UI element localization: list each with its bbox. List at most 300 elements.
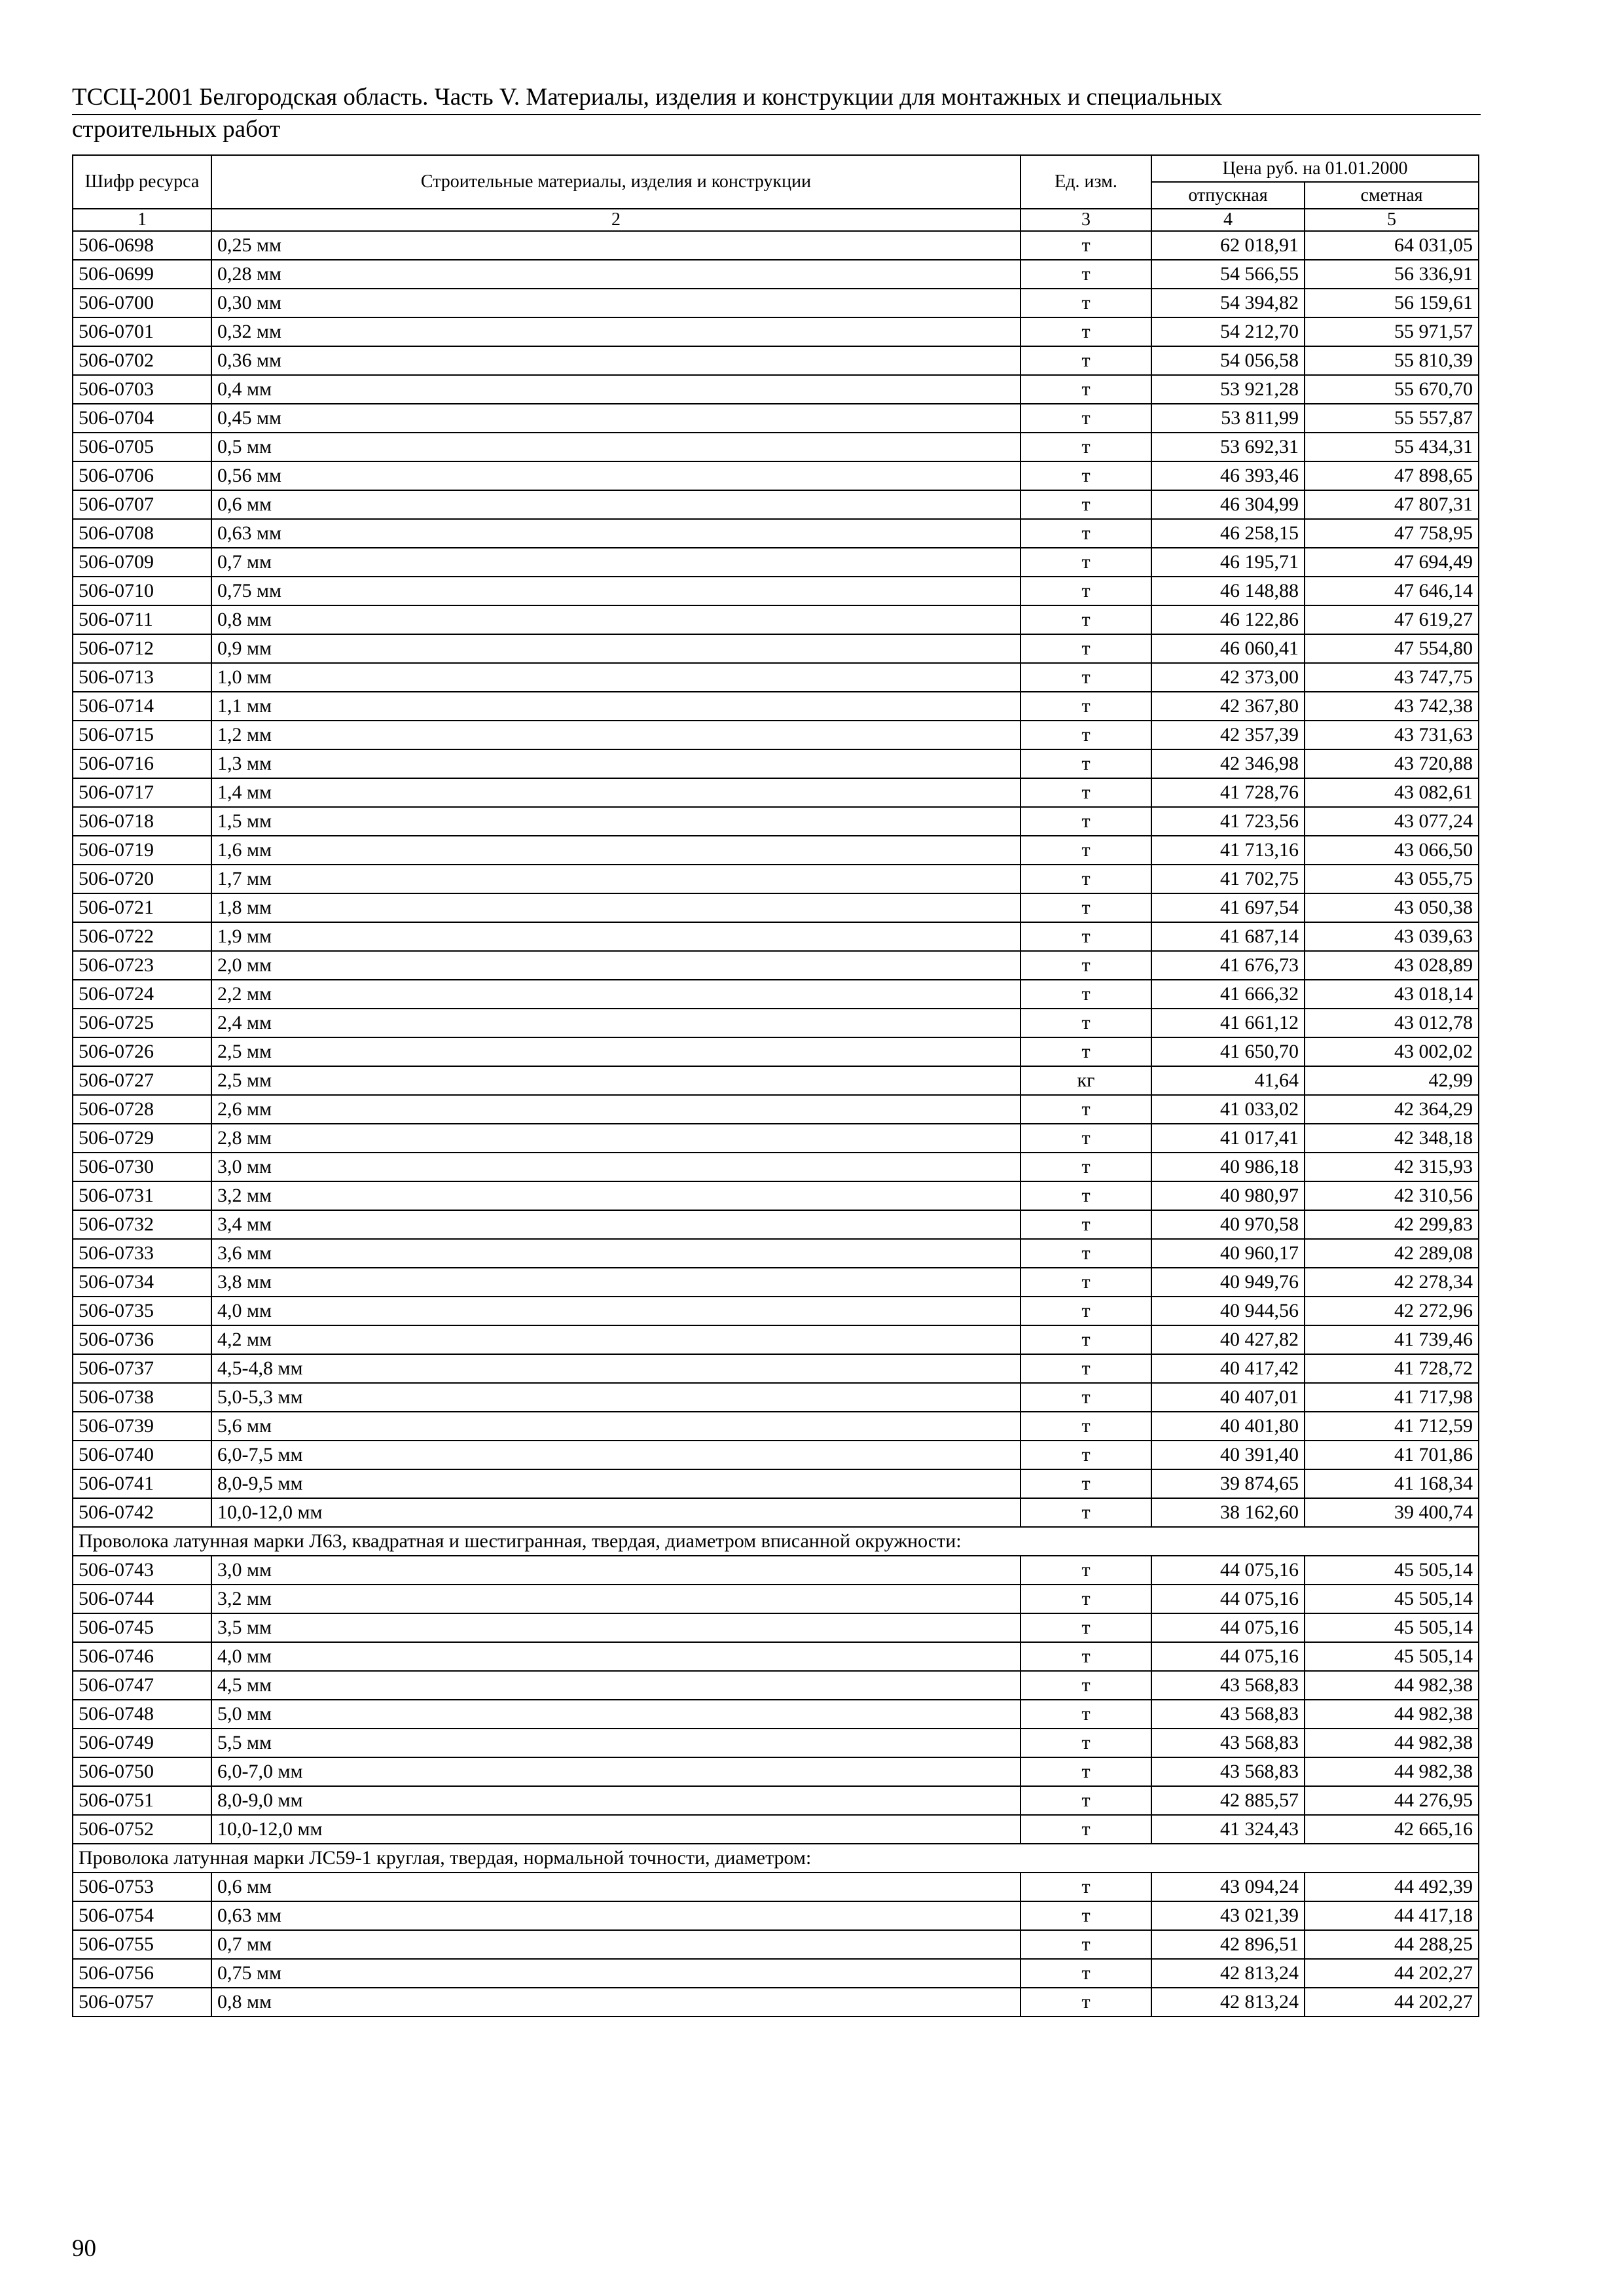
unit-cell: т (1020, 1988, 1151, 2017)
estimate-price-cell: 44 202,27 (1305, 1988, 1479, 2017)
material-name-cell: 5,0-5,3 мм (211, 1383, 1020, 1412)
material-name-cell: 2,8 мм (211, 1124, 1020, 1153)
material-name-cell: 0,75 мм (211, 577, 1020, 605)
estimate-price-cell: 44 982,38 (1305, 1700, 1479, 1729)
estimate-price-cell: 43 066,50 (1305, 836, 1479, 865)
material-name-cell: 4,0 мм (211, 1297, 1020, 1325)
table-row (73, 490, 1479, 519)
unit-cell: т (1020, 721, 1151, 749)
unit-cell: т (1020, 1153, 1151, 1181)
release-price-cell: 40 407,01 (1151, 1383, 1305, 1412)
release-price-cell: 46 148,88 (1151, 577, 1305, 605)
material-name-cell: 0,9 мм (211, 634, 1020, 663)
estimate-price-cell: 43 018,14 (1305, 980, 1479, 1009)
estimate-price-cell: 47 646,14 (1305, 577, 1479, 605)
unit-cell: т (1020, 663, 1151, 692)
material-name-cell: 3,6 мм (211, 1239, 1020, 1268)
column-number: 4 (1151, 209, 1305, 231)
release-price-cell: 41 713,16 (1151, 836, 1305, 865)
estimate-price-cell: 44 982,38 (1305, 1671, 1479, 1700)
release-price-cell: 62 018,91 (1151, 231, 1305, 260)
table-row (73, 1181, 1479, 1210)
release-price-cell: 41 697,54 (1151, 893, 1305, 922)
estimate-price-cell: 44 202,27 (1305, 1959, 1479, 1988)
resource-code-cell: 506-0701 (73, 317, 211, 346)
page-number: 90 (72, 2235, 96, 2262)
unit-cell: т (1020, 893, 1151, 922)
section-title: Проволока латунная марки ЛС59-1 круглая, твердая, нормальной точности, диаметром: (73, 1844, 1479, 1873)
release-price-cell: 43 568,83 (1151, 1757, 1305, 1786)
unit-cell: т (1020, 980, 1151, 1009)
release-price-cell: 40 986,18 (1151, 1153, 1305, 1181)
material-name-cell: 1,6 мм (211, 836, 1020, 865)
release-price-cell: 41 702,75 (1151, 865, 1305, 893)
column-number: 5 (1305, 209, 1479, 231)
unit-cell: т (1020, 1786, 1151, 1815)
material-name-cell: 6,0-7,0 мм (211, 1757, 1020, 1786)
material-name-cell: 0,7 мм (211, 548, 1020, 577)
estimate-price-cell: 44 982,38 (1305, 1757, 1479, 1786)
estimate-price-cell: 42 364,29 (1305, 1095, 1479, 1124)
material-name-cell: 0,4 мм (211, 375, 1020, 404)
release-price-cell: 40 980,97 (1151, 1181, 1305, 1210)
release-price-cell: 40 960,17 (1151, 1239, 1305, 1268)
estimate-price-cell: 43 077,24 (1305, 807, 1479, 836)
unit-cell: т (1020, 1325, 1151, 1354)
table-row (73, 778, 1479, 807)
release-price-cell: 44 075,16 (1151, 1585, 1305, 1613)
release-price-cell: 46 393,46 (1151, 461, 1305, 490)
estimate-price-cell: 42 272,96 (1305, 1297, 1479, 1325)
estimate-price-cell: 44 982,38 (1305, 1729, 1479, 1757)
release-price-cell: 46 060,41 (1151, 634, 1305, 663)
table-body (73, 231, 1479, 2017)
column-number: 3 (1020, 209, 1151, 231)
resource-code-cell: 506-0737 (73, 1354, 211, 1383)
table-row (73, 577, 1479, 605)
col-header-release: отпускная (1151, 182, 1305, 209)
estimate-price-cell: 39 400,74 (1305, 1498, 1479, 1527)
table-row (73, 1700, 1479, 1729)
material-name-cell: 5,0 мм (211, 1700, 1020, 1729)
release-price-cell: 43 568,83 (1151, 1671, 1305, 1700)
unit-cell: т (1020, 836, 1151, 865)
col-header-estimate: сметная (1305, 182, 1479, 209)
material-name-cell: 1,0 мм (211, 663, 1020, 692)
estimate-price-cell: 55 810,39 (1305, 346, 1479, 375)
section-header-row (73, 1527, 1479, 1556)
unit-cell: т (1020, 1037, 1151, 1066)
release-price-cell: 38 162,60 (1151, 1498, 1305, 1527)
estimate-price-cell: 43 039,63 (1305, 922, 1479, 951)
table-row (73, 1037, 1479, 1066)
release-price-cell: 44 075,16 (1151, 1642, 1305, 1671)
resource-code-cell: 506-0698 (73, 231, 211, 260)
estimate-price-cell: 64 031,05 (1305, 231, 1479, 260)
estimate-price-cell: 55 670,70 (1305, 375, 1479, 404)
material-name-cell: 2,0 мм (211, 951, 1020, 980)
estimate-price-cell: 45 505,14 (1305, 1556, 1479, 1585)
estimate-price-cell: 55 434,31 (1305, 433, 1479, 461)
table-row (73, 1613, 1479, 1642)
release-price-cell: 42 896,51 (1151, 1930, 1305, 1959)
resource-code-cell: 506-0755 (73, 1930, 211, 1959)
resource-code-cell: 506-0750 (73, 1757, 211, 1786)
estimate-price-cell: 41 712,59 (1305, 1412, 1479, 1441)
resource-code-cell: 506-0706 (73, 461, 211, 490)
resource-code-cell: 506-0721 (73, 893, 211, 922)
resource-code-cell: 506-0719 (73, 836, 211, 865)
table-row (73, 1124, 1479, 1153)
resource-code-cell: 506-0751 (73, 1786, 211, 1815)
unit-cell: т (1020, 1354, 1151, 1383)
resource-code-cell: 506-0702 (73, 346, 211, 375)
release-price-cell: 43 021,39 (1151, 1901, 1305, 1930)
material-name-cell: 3,5 мм (211, 1613, 1020, 1642)
release-price-cell: 40 970,58 (1151, 1210, 1305, 1239)
resource-code-cell: 506-0727 (73, 1066, 211, 1095)
table-row (73, 836, 1479, 865)
resource-code-cell: 506-0712 (73, 634, 211, 663)
material-name-cell: 1,8 мм (211, 893, 1020, 922)
header-title-line2: строительных работ (72, 116, 281, 143)
table-row (73, 922, 1479, 951)
estimate-price-cell: 42,99 (1305, 1066, 1479, 1095)
table-row (73, 1325, 1479, 1354)
col-header-unit: Ед. изм. (1020, 155, 1151, 209)
release-price-cell: 41 723,56 (1151, 807, 1305, 836)
price-table (72, 154, 1479, 2017)
material-name-cell: 0,45 мм (211, 404, 1020, 433)
resource-code-cell: 506-0757 (73, 1988, 211, 2017)
unit-cell: т (1020, 1268, 1151, 1297)
release-price-cell: 46 122,86 (1151, 605, 1305, 634)
header-title-line1: ТССЦ-2001 Белгородская область. Часть V. Материалы, изделия и конструкции для монтажных и специальных (72, 84, 1223, 111)
unit-cell: т (1020, 1441, 1151, 1469)
unit-cell: т (1020, 778, 1151, 807)
table-row (73, 1066, 1479, 1095)
table-row (73, 317, 1479, 346)
estimate-price-cell: 41 728,72 (1305, 1354, 1479, 1383)
estimate-price-cell: 42 315,93 (1305, 1153, 1479, 1181)
resource-code-cell: 506-0730 (73, 1153, 211, 1181)
col-header-code: Шифр ресурса (73, 155, 211, 209)
estimate-price-cell: 41 739,46 (1305, 1325, 1479, 1354)
resource-code-cell: 506-0748 (73, 1700, 211, 1729)
release-price-cell: 54 212,70 (1151, 317, 1305, 346)
estimate-price-cell: 42 665,16 (1305, 1815, 1479, 1844)
table-row (73, 1210, 1479, 1239)
estimate-price-cell: 55 557,87 (1305, 404, 1479, 433)
unit-cell: т (1020, 433, 1151, 461)
table-row (73, 1268, 1479, 1297)
unit-cell: т (1020, 404, 1151, 433)
resource-code-cell: 506-0754 (73, 1901, 211, 1930)
material-name-cell: 1,9 мм (211, 922, 1020, 951)
estimate-price-cell: 56 159,61 (1305, 289, 1479, 317)
unit-cell: кг (1020, 1066, 1151, 1095)
release-price-cell: 40 949,76 (1151, 1268, 1305, 1297)
resource-code-cell: 506-0722 (73, 922, 211, 951)
release-price-cell: 46 195,71 (1151, 548, 1305, 577)
table-row (73, 721, 1479, 749)
material-name-cell: 5,5 мм (211, 1729, 1020, 1757)
resource-code-cell: 506-0731 (73, 1181, 211, 1210)
estimate-price-cell: 45 505,14 (1305, 1585, 1479, 1613)
material-name-cell: 0,36 мм (211, 346, 1020, 375)
table-row (73, 1815, 1479, 1844)
material-name-cell: 4,5-4,8 мм (211, 1354, 1020, 1383)
release-price-cell: 46 258,15 (1151, 519, 1305, 548)
column-number: 2 (211, 209, 1020, 231)
resource-code-cell: 506-0703 (73, 375, 211, 404)
material-name-cell: 10,0-12,0 мм (211, 1498, 1020, 1527)
release-price-cell: 46 304,99 (1151, 490, 1305, 519)
material-name-cell: 3,8 мм (211, 1268, 1020, 1297)
resource-code-cell: 506-0707 (73, 490, 211, 519)
resource-code-cell: 506-0718 (73, 807, 211, 836)
estimate-price-cell: 42 310,56 (1305, 1181, 1479, 1210)
table-row (73, 519, 1479, 548)
unit-cell: т (1020, 231, 1151, 260)
material-name-cell: 0,28 мм (211, 260, 1020, 289)
material-name-cell: 1,5 мм (211, 807, 1020, 836)
release-price-cell: 42 367,80 (1151, 692, 1305, 721)
resource-code-cell: 506-0738 (73, 1383, 211, 1412)
unit-cell: т (1020, 490, 1151, 519)
table-row (73, 749, 1479, 778)
release-price-cell: 41 017,41 (1151, 1124, 1305, 1153)
estimate-price-cell: 43 742,38 (1305, 692, 1479, 721)
resource-code-cell: 506-0741 (73, 1469, 211, 1498)
estimate-price-cell: 43 028,89 (1305, 951, 1479, 980)
resource-code-cell: 506-0724 (73, 980, 211, 1009)
release-price-cell: 41 650,70 (1151, 1037, 1305, 1066)
estimate-price-cell: 43 720,88 (1305, 749, 1479, 778)
unit-cell: т (1020, 1901, 1151, 1930)
material-name-cell: 4,0 мм (211, 1642, 1020, 1671)
unit-cell: т (1020, 1469, 1151, 1498)
release-price-cell: 53 692,31 (1151, 433, 1305, 461)
release-price-cell: 41 033,02 (1151, 1095, 1305, 1124)
release-price-cell: 41 661,12 (1151, 1009, 1305, 1037)
resource-code-cell: 506-0739 (73, 1412, 211, 1441)
unit-cell: т (1020, 548, 1151, 577)
unit-cell: т (1020, 1095, 1151, 1124)
unit-cell: т (1020, 1585, 1151, 1613)
estimate-price-cell: 47 619,27 (1305, 605, 1479, 634)
table-row (73, 1441, 1479, 1469)
resource-code-cell: 506-0709 (73, 548, 211, 577)
unit-cell: т (1020, 749, 1151, 778)
section-header-row (73, 1844, 1479, 1873)
release-price-cell: 53 811,99 (1151, 404, 1305, 433)
material-name-cell: 1,3 мм (211, 749, 1020, 778)
unit-cell: т (1020, 634, 1151, 663)
resource-code-cell: 506-0729 (73, 1124, 211, 1153)
estimate-price-cell: 43 002,02 (1305, 1037, 1479, 1066)
release-price-cell: 39 874,65 (1151, 1469, 1305, 1498)
unit-cell: т (1020, 1757, 1151, 1786)
material-name-cell: 0,63 мм (211, 519, 1020, 548)
estimate-price-cell: 41 168,34 (1305, 1469, 1479, 1498)
material-name-cell: 0,63 мм (211, 1901, 1020, 1930)
material-name-cell: 8,0-9,0 мм (211, 1786, 1020, 1815)
resource-code-cell: 506-0705 (73, 433, 211, 461)
table-row (73, 231, 1479, 260)
unit-cell: т (1020, 1959, 1151, 1988)
unit-cell: т (1020, 289, 1151, 317)
release-price-cell: 42 346,98 (1151, 749, 1305, 778)
table-row (73, 605, 1479, 634)
table-row (73, 951, 1479, 980)
material-name-cell: 3,0 мм (211, 1556, 1020, 1585)
material-name-cell: 2,4 мм (211, 1009, 1020, 1037)
material-name-cell: 0,30 мм (211, 289, 1020, 317)
unit-cell: т (1020, 1210, 1151, 1239)
table-row (73, 404, 1479, 433)
table-row (73, 461, 1479, 490)
resource-code-cell: 506-0728 (73, 1095, 211, 1124)
unit-cell: т (1020, 1815, 1151, 1844)
table-row (73, 1556, 1479, 1585)
release-price-cell: 44 075,16 (1151, 1613, 1305, 1642)
release-price-cell: 40 391,40 (1151, 1441, 1305, 1469)
unit-cell: т (1020, 317, 1151, 346)
table-row (73, 1095, 1479, 1124)
material-name-cell: 0,8 мм (211, 605, 1020, 634)
material-name-cell: 2,6 мм (211, 1095, 1020, 1124)
release-price-cell: 40 401,80 (1151, 1412, 1305, 1441)
table-row (73, 1297, 1479, 1325)
resource-code-cell: 506-0723 (73, 951, 211, 980)
resource-code-cell: 506-0733 (73, 1239, 211, 1268)
estimate-price-cell: 43 012,78 (1305, 1009, 1479, 1037)
material-name-cell: 2,5 мм (211, 1066, 1020, 1095)
release-price-cell: 54 394,82 (1151, 289, 1305, 317)
material-name-cell: 8,0-9,5 мм (211, 1469, 1020, 1498)
table-row (73, 1671, 1479, 1700)
unit-cell: т (1020, 1181, 1151, 1210)
table-row (73, 1009, 1479, 1037)
material-name-cell: 2,5 мм (211, 1037, 1020, 1066)
unit-cell: т (1020, 1930, 1151, 1959)
table-row (73, 865, 1479, 893)
material-name-cell: 0,25 мм (211, 231, 1020, 260)
resource-code-cell: 506-0699 (73, 260, 211, 289)
release-price-cell: 40 417,42 (1151, 1354, 1305, 1383)
material-name-cell: 0,5 мм (211, 433, 1020, 461)
table-row (73, 692, 1479, 721)
material-name-cell: 0,32 мм (211, 317, 1020, 346)
resource-code-cell: 506-0700 (73, 289, 211, 317)
resource-code-cell: 506-0753 (73, 1873, 211, 1901)
unit-cell: т (1020, 577, 1151, 605)
estimate-price-cell: 44 276,95 (1305, 1786, 1479, 1815)
unit-cell: т (1020, 1873, 1151, 1901)
material-name-cell: 0,56 мм (211, 461, 1020, 490)
unit-cell: т (1020, 807, 1151, 836)
material-name-cell: 1,4 мм (211, 778, 1020, 807)
resource-code-cell: 506-0710 (73, 577, 211, 605)
table-row (73, 1383, 1479, 1412)
resource-code-cell: 506-0735 (73, 1297, 211, 1325)
table-row (73, 1959, 1479, 1988)
estimate-price-cell: 42 348,18 (1305, 1124, 1479, 1153)
release-price-cell: 53 921,28 (1151, 375, 1305, 404)
table-row (73, 433, 1479, 461)
unit-cell: т (1020, 1613, 1151, 1642)
estimate-price-cell: 43 082,61 (1305, 778, 1479, 807)
estimate-price-cell: 44 492,39 (1305, 1873, 1479, 1901)
estimate-price-cell: 55 971,57 (1305, 317, 1479, 346)
estimate-price-cell: 47 554,80 (1305, 634, 1479, 663)
resource-code-cell: 506-0732 (73, 1210, 211, 1239)
material-name-cell: 6,0-7,5 мм (211, 1441, 1020, 1469)
column-number: 1 (73, 209, 211, 231)
release-price-cell: 41 324,43 (1151, 1815, 1305, 1844)
release-price-cell: 41 666,32 (1151, 980, 1305, 1009)
release-price-cell: 42 813,24 (1151, 1959, 1305, 1988)
table-row (73, 1988, 1479, 2017)
resource-code-cell: 506-0714 (73, 692, 211, 721)
unit-cell: т (1020, 1700, 1151, 1729)
release-price-cell: 44 075,16 (1151, 1556, 1305, 1585)
release-price-cell: 42 813,24 (1151, 1988, 1305, 2017)
resource-code-cell: 506-0740 (73, 1441, 211, 1469)
table-row (73, 1642, 1479, 1671)
material-name-cell: 3,2 мм (211, 1585, 1020, 1613)
table-row (73, 1757, 1479, 1786)
estimate-price-cell: 47 758,95 (1305, 519, 1479, 548)
unit-cell: т (1020, 375, 1151, 404)
resource-code-cell: 506-0716 (73, 749, 211, 778)
unit-cell: т (1020, 1297, 1151, 1325)
table-row (73, 1930, 1479, 1959)
resource-code-cell: 506-0749 (73, 1729, 211, 1757)
table-row (73, 807, 1479, 836)
resource-code-cell: 506-0726 (73, 1037, 211, 1066)
resource-code-cell: 506-0756 (73, 1959, 211, 1988)
unit-cell: т (1020, 260, 1151, 289)
resource-code-cell: 506-0713 (73, 663, 211, 692)
estimate-price-cell: 42 278,34 (1305, 1268, 1479, 1297)
unit-cell: т (1020, 346, 1151, 375)
table-row (73, 1153, 1479, 1181)
material-name-cell: 0,6 мм (211, 1873, 1020, 1901)
material-name-cell: 1,1 мм (211, 692, 1020, 721)
estimate-price-cell: 56 336,91 (1305, 260, 1479, 289)
unit-cell: т (1020, 951, 1151, 980)
material-name-cell: 3,2 мм (211, 1181, 1020, 1210)
resource-code-cell: 506-0725 (73, 1009, 211, 1037)
table-row (73, 1469, 1479, 1498)
resource-code-cell: 506-0715 (73, 721, 211, 749)
release-price-cell: 40 944,56 (1151, 1297, 1305, 1325)
release-price-cell: 41,64 (1151, 1066, 1305, 1095)
material-name-cell: 4,5 мм (211, 1671, 1020, 1700)
release-price-cell: 41 687,14 (1151, 922, 1305, 951)
unit-cell: т (1020, 1498, 1151, 1527)
resource-code-cell: 506-0747 (73, 1671, 211, 1700)
table-row (73, 1873, 1479, 1901)
resource-code-cell: 506-0743 (73, 1556, 211, 1585)
estimate-price-cell: 47 694,49 (1305, 548, 1479, 577)
material-name-cell: 3,0 мм (211, 1153, 1020, 1181)
unit-cell: т (1020, 1124, 1151, 1153)
unit-cell: т (1020, 1729, 1151, 1757)
resource-code-cell: 506-0752 (73, 1815, 211, 1844)
